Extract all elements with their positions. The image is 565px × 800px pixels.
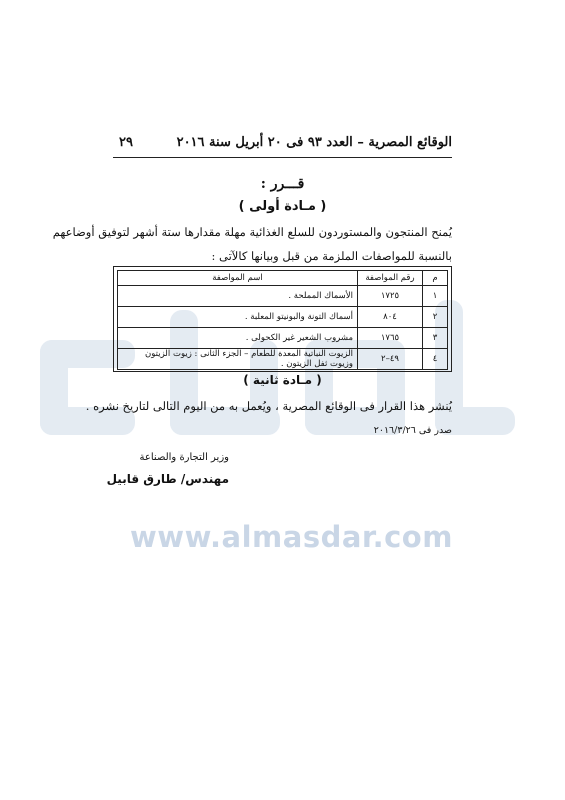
header-index: م [423, 271, 448, 286]
decision-heading: قـــرر : [260, 176, 305, 192]
article1-heading: ( مـادة أولى ) [238, 199, 327, 214]
row-index: ٣ [423, 328, 448, 349]
table-header-row [118, 271, 448, 286]
header-divider [113, 157, 452, 158]
row-index: ١ [423, 286, 448, 307]
article2-heading: ( مـادة ثانية ) [243, 373, 322, 387]
paragraph-3: يُنشر هذا القرار فى الوقائع المصرية ، ويُعمل به من اليوم التالى لتاريخ نشره . [85, 399, 452, 413]
row-spec-name: أسماك التونة والبونيتو المعلبة . [118, 307, 358, 328]
paragraph-1: يُمنح المنتجون والمستوردون للسلع الغذائية مهلة مقدارها ستة أشهر لتوفيق أوضاعهم [52, 225, 452, 239]
minister-title: وزير التجارة والصناعة [139, 452, 229, 463]
specifications-table [117, 270, 448, 370]
page-number: ٢٩ [119, 135, 133, 150]
row-spec-name: الزيوت النباتية المعدة للطعام – الجزء الثانى : زيوت الزيتون وزيوت ثفل الزيتون . [118, 349, 358, 370]
row-spec-name: مشروب الشعير غير الكحولى . [118, 328, 358, 349]
row-spec-number: ٤٩–٢ [358, 349, 423, 370]
watermark-url: www.almasdar.com [130, 520, 453, 554]
table-row [118, 286, 448, 307]
paragraph-2: بالنسبة للمواصفات الملزمة من قبل وبيانها كالآتى : [211, 249, 452, 263]
row-index: ٢ [423, 307, 448, 328]
row-spec-number: ١٧٦٥ [358, 328, 423, 349]
issued-date: صدر فى ٢٠١٦/٣/٢٦ [373, 425, 452, 436]
row-spec-number: ١٧٢٥ [358, 286, 423, 307]
header-title: الوقائع المصرية – العدد ٩٣ فى ٢٠ أبريل سنة ٢٠١٦ [176, 135, 452, 150]
table-row [118, 307, 448, 328]
signature-name: مهندس/ طارق قابيل [106, 472, 229, 486]
header-spec-number: رقم المواصفة [358, 271, 423, 286]
row-spec-number: ٨٠٤ [358, 307, 423, 328]
page-header [113, 134, 452, 156]
table-row [118, 328, 448, 349]
row-spec-name: الأسماك المملحة . [118, 286, 358, 307]
header-spec-name: اسم المواصفة [118, 271, 358, 286]
table-row [118, 349, 448, 370]
row-index: ٤ [423, 349, 448, 370]
